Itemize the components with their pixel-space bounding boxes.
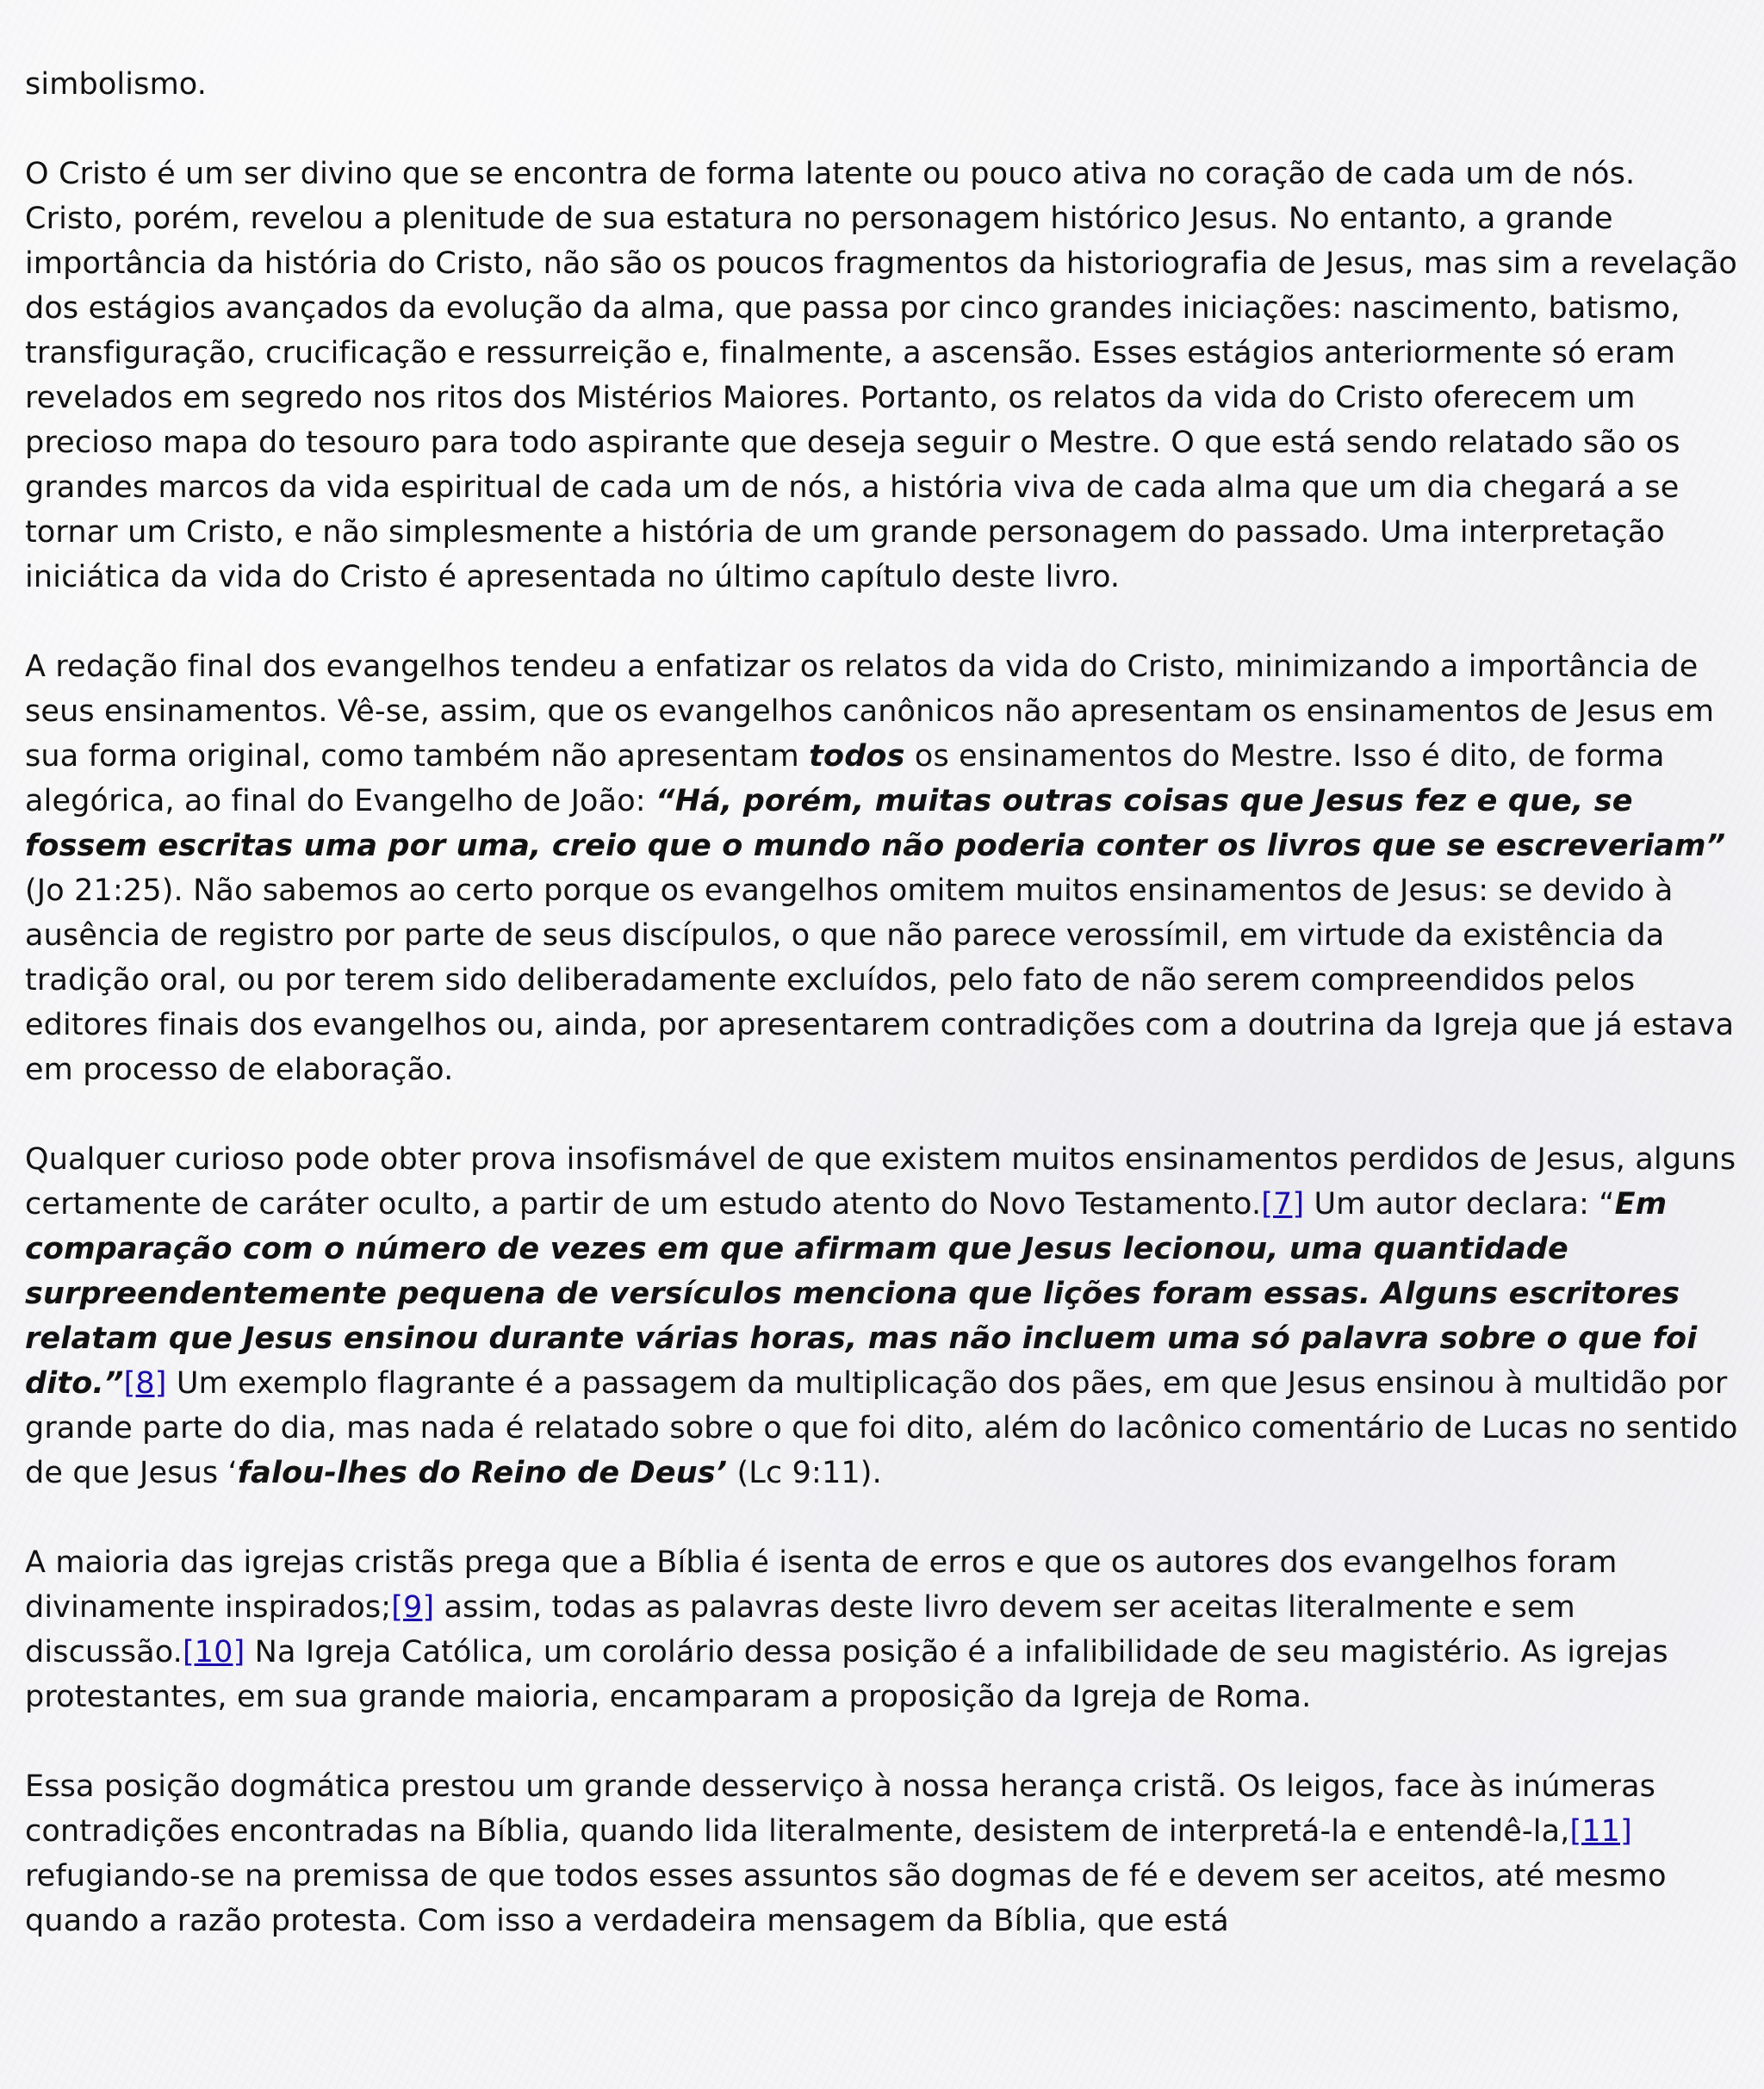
- paragraph-text: Um autor declara: “: [1304, 1187, 1615, 1222]
- paragraph-posicao-dogmatica: [25, 1764, 1739, 1943]
- quote-emphasis: “Há, porém, muitas outras coisas que Jesus fez e que, se fossem escritas uma por uma, creio que o mundo não poderia conter os livros que se escreveriam”: [25, 784, 1726, 863]
- paragraph-cristo-divino: [25, 152, 1739, 600]
- paragraph-igrejas-cristas: [25, 1540, 1739, 1719]
- emphasis-text: todos: [809, 739, 905, 774]
- document-body: [25, 62, 1739, 1988]
- paragraph-text: Essa posição dogmática prestou um grande desserviço à nossa herança cristã. Os leigos, face às inúmeras contradições encontradas na Bíblia, quando lida literalmente, desistem de interpretá-la e entendê-la,: [25, 1769, 1656, 1849]
- paragraph-text: (Lc 9:11).: [727, 1456, 882, 1490]
- paragraph-text: (Jo 21:25). Não sabemos ao certo porque os evangelhos omitem muitos ensinamentos de Jesus: se devido à ausência de registro por parte de seus discípulos, o que não parece verossímil, em virtude da existência da tradição oral, ou por terem sido deliberadamente excluídos, pelo fato de não serem compreendidos pelos editores finais dos evangelhos ou, ainda, por apresentarem contradições com a doutrina da Igreja que já estava em processo de elaboração.: [25, 874, 1735, 1087]
- quote-emphasis: Em comparação com o número de vezes em que afirmam que Jesus lecionou, uma quantidade surpreendentemente pequena de versículos menciona que lições foram essas. Alguns escritores relatam que Jesus ensinou durante várias horas, mas não incluem uma só palavra sobre o que foi dito.”: [25, 1187, 1698, 1401]
- paragraph-text: assim, todas as palavras deste livro devem ser aceitas literalmente e sem discussão.: [25, 1590, 1575, 1669]
- paragraph-text: refugiando-se na premissa de que todos esses assuntos são dogmas de fé e devem ser aceitos, até mesmo quando a razão protesta. Com isso a verdadeira mensagem da Bíblia, que está: [25, 1859, 1667, 1938]
- quote-emphasis: falou-lhes do Reino de Deus’: [237, 1456, 728, 1490]
- paragraph-text: Um exemplo flagrante é a passagem da multiplicação dos pães, em que Jesus ensinou à multidão por grande parte do dia, mas nada é relatado sobre o que foi dito, além do lacônico comentário de Lucas no sentido de que Jesus ‘: [25, 1366, 1738, 1490]
- paragraph-text: simbolismo.: [25, 67, 208, 102]
- paragraph-text: Na Igreja Católica, um corolário dessa posição é a infalibilidade de seu magistério. As igrejas protestantes, em sua grande maioria, encamparam a proposição da Igreja de Roma.: [25, 1635, 1668, 1714]
- paragraph-text: os ensinamentos do Mestre. Isso é dito, de forma alegórica, ao final do Evangelho de João:: [25, 739, 1665, 818]
- paragraph-ensinamentos-perdidos: [25, 1137, 1739, 1495]
- footnote-link-9[interactable]: [9]: [391, 1590, 435, 1625]
- footnote-link-10[interactable]: [10]: [182, 1635, 245, 1669]
- footnote-link-11[interactable]: [11]: [1569, 1814, 1632, 1849]
- footnote-link-7[interactable]: [7]: [1261, 1187, 1305, 1222]
- paragraph-text: A maioria das igrejas cristãs prega que a Bíblia é isenta de erros e que os autores dos evangelhos foram divinamente inspirados;: [25, 1545, 1618, 1625]
- paragraph-text: Qualquer curioso pode obter prova insofismável de que existem muitos ensinamentos perdidos de Jesus, alguns certamente de caráter oculto, a partir de um estudo atento do Novo Testamento.: [25, 1142, 1736, 1222]
- paragraph-text: A redação final dos evangelhos tendeu a enfatizar os relatos da vida do Cristo, minimizando a importância de seus ensinamentos. Vê-se, assim, que os evangelhos canônicos não apresentam os ensinamentos de Jesus em sua forma original, como também não apresentam: [25, 650, 1715, 774]
- paragraph-simbolismo: [25, 62, 1739, 107]
- footnote-link-8[interactable]: [8]: [123, 1366, 167, 1401]
- paragraph-text: O Cristo é um ser divino que se encontra de forma latente ou pouco ativa no coração de cada um de nós. Cristo, porém, revelou a plenitude de sua estatura no personagem histórico Jesus. No entanto, a grande importância da história do Cristo, não são os poucos fragmentos da historiografia de Jesus, mas sim a revelação dos estágios avançados da evolução da alma, que passa por cinco grandes iniciações: nascimento, batismo, transfiguração, crucificação e ressurreição e, finalmente, a ascensão. Esses estágios anteriormente só eram revelados em segredo nos ritos dos Mistérios Maiores. Portanto, os relatos da vida do Cristo oferecem um precioso mapa do tesouro para todo aspirante que deseja seguir o Mestre. O que está sendo relatado são os grandes marcos da vida espiritual de cada um de nós, a história viva de cada alma que um dia chegará a se tornar um Cristo, e não simplesmente a história de um grande personagem do passado. Uma interpretação iniciática da vida do Cristo é apresentada no último capítulo deste livro.: [25, 157, 1737, 594]
- paragraph-redacao-evangelhos: [25, 644, 1739, 1092]
